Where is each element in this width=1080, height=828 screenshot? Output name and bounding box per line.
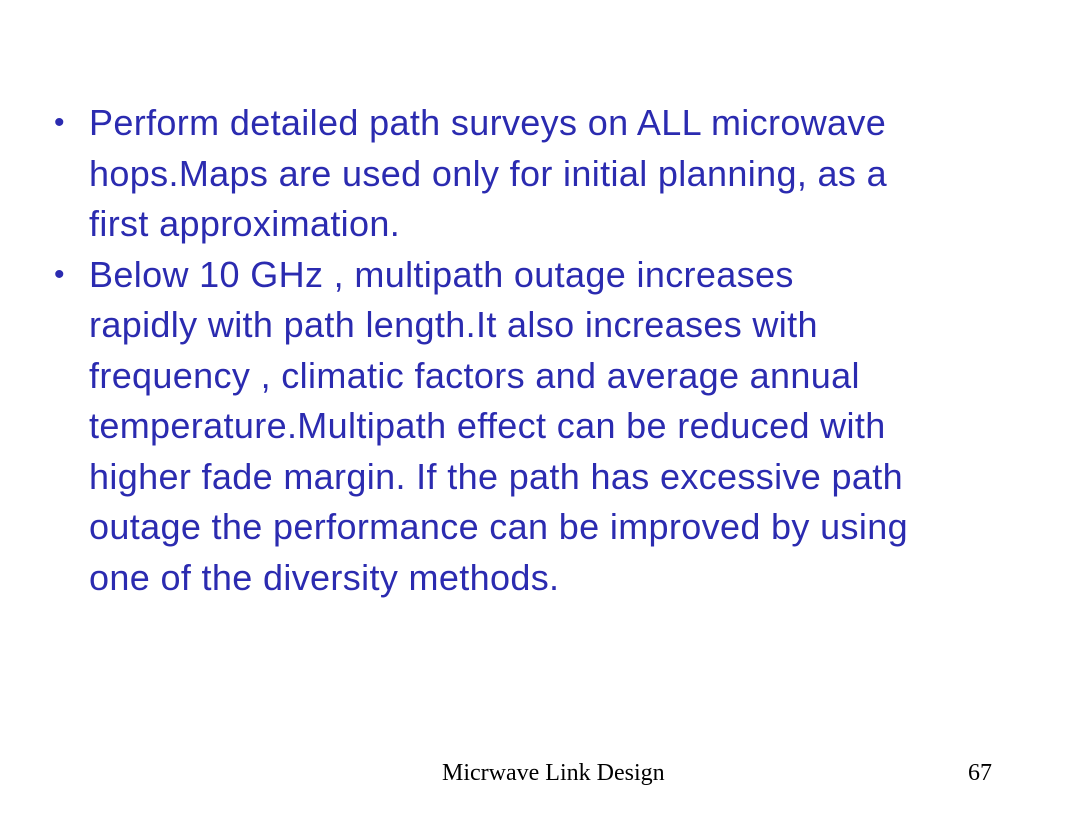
bullet-text-line: outage the performance can be improved by using xyxy=(89,506,908,547)
bullet-item-multipath-outage xyxy=(50,250,1040,604)
bullet-text-line: hops.Maps are used only for initial planning, as a xyxy=(89,152,887,194)
bullet-text-line: higher fade margin. If the path has excessive path xyxy=(89,455,903,497)
bullet-text-line: Perform detailed path surveys on ALL microwave xyxy=(89,102,887,143)
page-number: 67 xyxy=(968,760,992,786)
bullet-marker: • xyxy=(54,106,65,139)
bullet-marker: • xyxy=(54,257,65,291)
bullet-text-line: frequency , climatic factors and average annual xyxy=(89,354,860,396)
bullet-list xyxy=(50,98,1040,603)
bullet-text-line: Below 10 GHz , multipath outage increases xyxy=(89,253,794,295)
bullet-text-line: one of the diversity methods. xyxy=(89,556,560,598)
bullet-text-line: temperature.Multipath effect can be reduced with xyxy=(89,405,886,446)
bullet-text-line: first approximation. xyxy=(89,203,401,244)
bullet-text-line: rapidly with path length.It also increases with xyxy=(89,304,818,345)
bullet-item-path-surveys xyxy=(50,98,1040,250)
footer-title: Micrwave Link Design xyxy=(442,760,665,786)
